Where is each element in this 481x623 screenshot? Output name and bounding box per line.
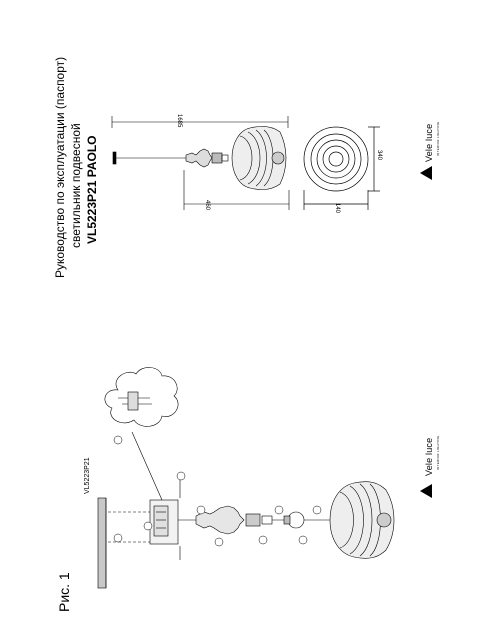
brand-tagline-bottom: INTERIOR LIGHTING	[436, 435, 440, 470]
dim-length: 1685	[176, 114, 182, 128]
title-line-3: VL5223P21 PAOLO	[85, 135, 99, 244]
top-view-drawing	[304, 127, 380, 210]
side-view-drawing	[112, 116, 289, 210]
brand-tagline-top: INTERIOR LIGHTING	[436, 121, 440, 156]
dim-diameter: 340	[376, 150, 382, 161]
model-code-label: VL5223P21	[84, 457, 91, 494]
figure-label: Рис. 1	[56, 572, 72, 612]
title-line-1: Руководство по эксплуатации (паспорт)	[53, 56, 67, 278]
dim-height: 460	[204, 200, 210, 211]
brand-logo-bottom: Vele luce	[424, 437, 434, 476]
brand-logo-mark	[420, 166, 432, 498]
brand-logo-top: Vele luce	[424, 123, 434, 162]
installation-drawing	[98, 367, 394, 588]
title-line-2: светильник подвесной	[69, 123, 83, 248]
dim-small: 140	[334, 203, 340, 214]
